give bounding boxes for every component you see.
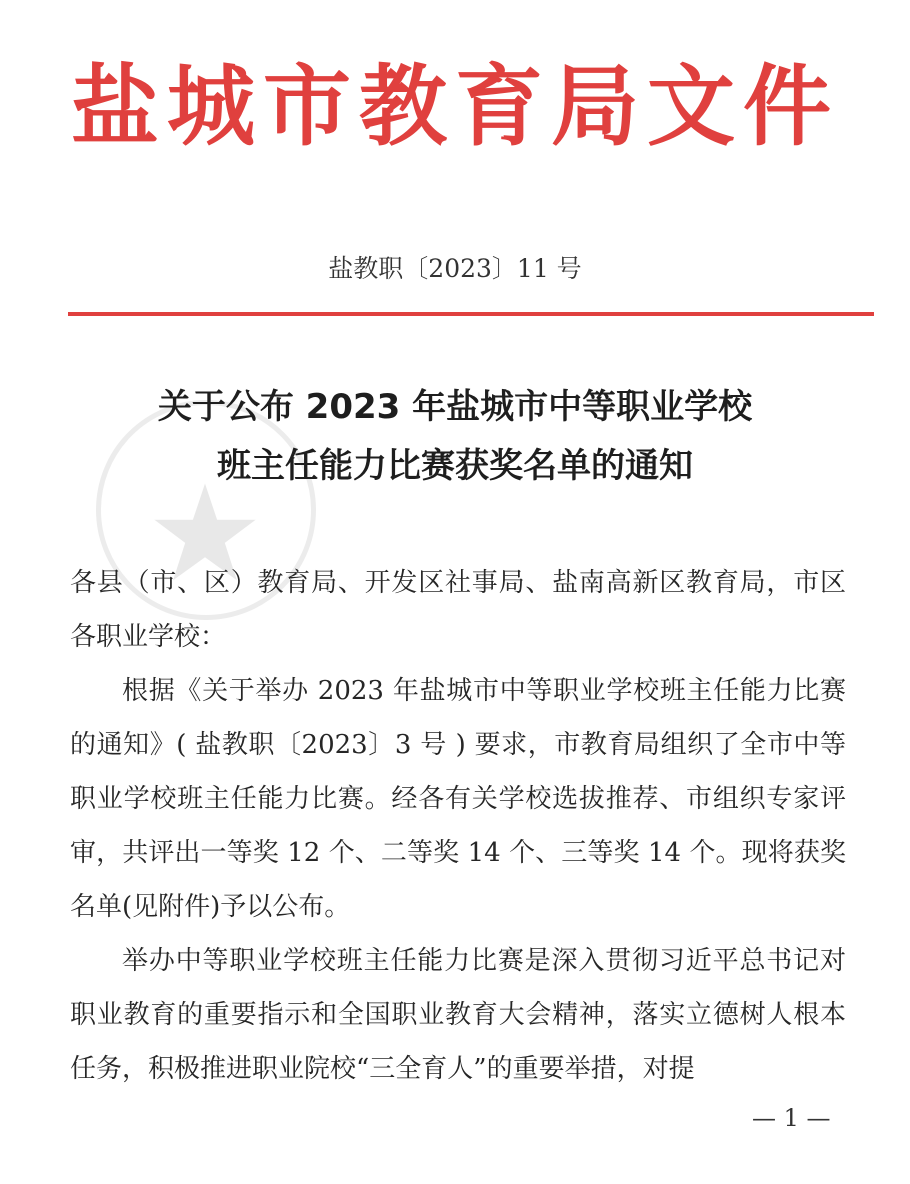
page-number: — 1 — (752, 1104, 831, 1132)
addressee-text: 各县（市、区）教育局、开发区社事局、盐南高新区教育局，市区各职业学校： (70, 568, 846, 652)
document-number: 盐教职〔2023〕11 号 (328, 254, 582, 283)
notice-title-line-1: 关于公布 2023 年盐城市中等职业学校 (157, 387, 753, 427)
paragraph-1-text: 根据《关于举办 2023 年盐城市中等职业学校班主任能力比赛的通知》( 盐教职〔2023〕3 号 ) 要求，市教育局组织了全市中等职业学校班主任能力比赛。经各有关学校选拔推荐、市组织专家评审，共评出一等奖 12 个、二等奖 14 个、三等奖 14 个。现将获奖名单(见附件)予以公布。 (70, 676, 846, 922)
red-separator-line (68, 312, 874, 316)
notice-title-line-2: 班主任能力比赛获奖名单的通知 (217, 446, 693, 486)
paragraph-1 (70, 664, 846, 934)
addressee (70, 556, 846, 664)
paragraph-2 (70, 934, 846, 1096)
paragraph-2-text: 举办中等职业学校班主任能力比赛是深入贯彻习近平总书记对职业教育的重要指示和全国职业教育大会精神，落实立德树人根本任务，积极推进职业院校“三全育人”的重要举措，对提 (70, 946, 846, 1084)
issuing-authority-title: 盐城市教育局文件 (70, 55, 839, 158)
